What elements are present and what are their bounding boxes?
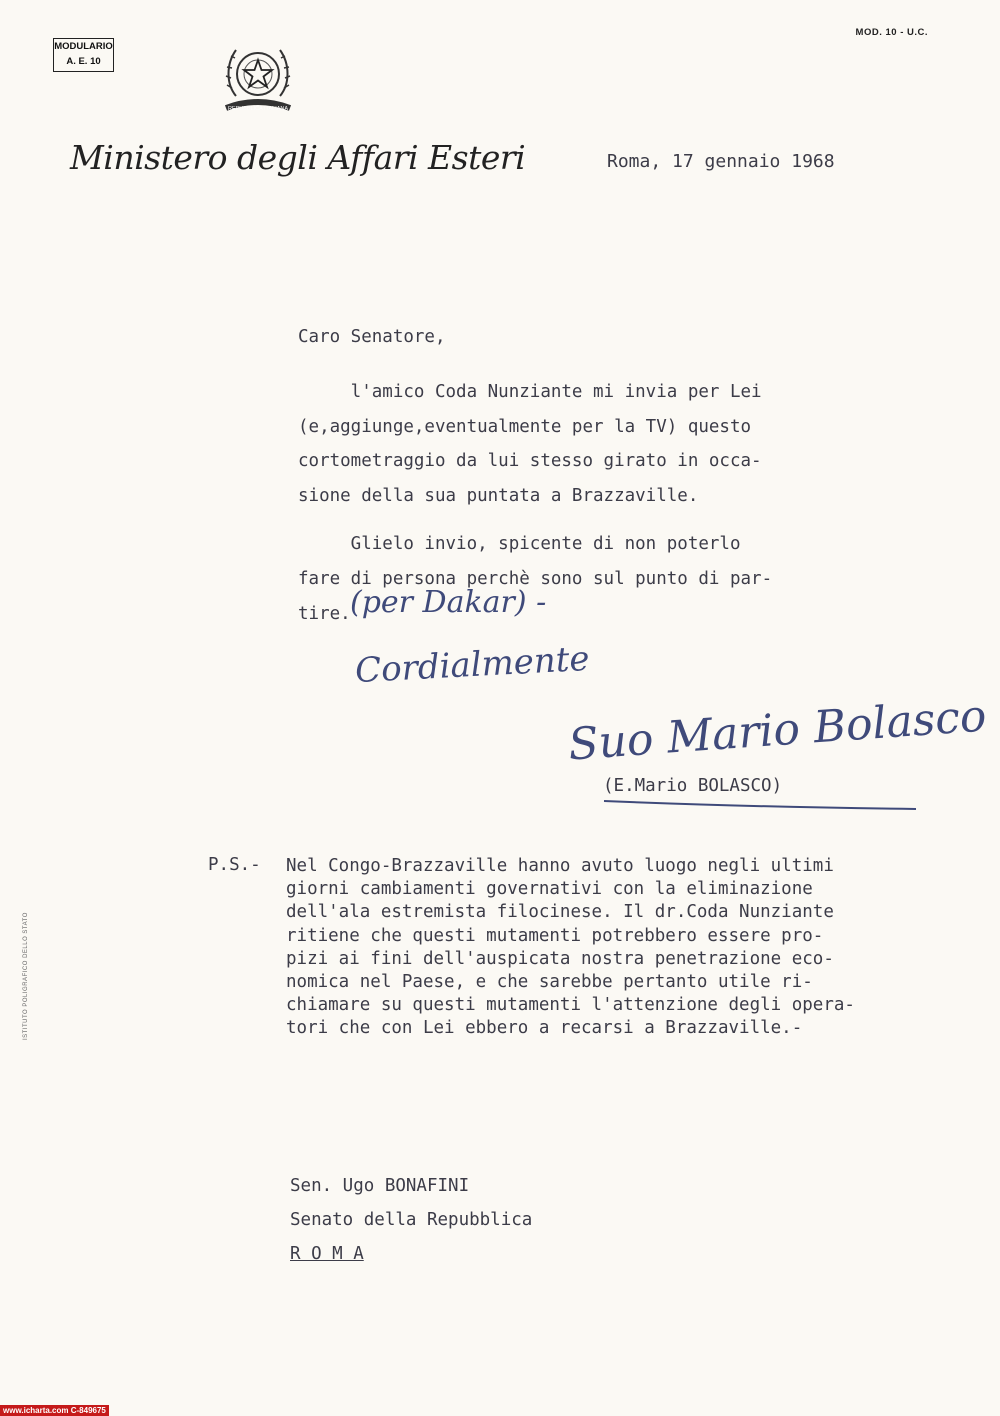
recipient-city: R O M A [290,1244,364,1264]
republic-emblem-icon [222,38,294,116]
ps-line: Nel Congo-Brazzaville hanno avuto luogo negli ultimi [286,856,834,876]
printer-imprint: ISTITUTO POLIGRAFICO DELLO STATO [23,912,29,1040]
paragraph-1-line: (e,aggiunge,eventualmente per la TV) questo [298,416,752,437]
ps-line: tori che con Lei ebbero a recarsi a Brazzaville.- [286,1018,803,1039]
source-watermark: www.icharta.com C-849675 [0,1405,109,1416]
paragraph-2-line: tire. [298,604,351,624]
ps-label: P.S.- [208,855,261,875]
paragraph-1-line: cortometraggio da lui stesso girato in occa- [298,451,762,471]
svg-text:REPUBBLICA ITALIANA: REPUBBLICA ITALIANA [227,106,289,112]
ps-line: pizi ai fini dell'auspicata nostra penetrazione eco- [286,948,834,969]
handwritten-signature: Suo Mario Bolasco [566,690,988,771]
salutation: Caro Senatore, [298,327,446,347]
signature-underline [600,795,920,815]
paragraph-1-line: l'amico Coda Nunziante mi invia per Lei [298,382,762,402]
ministry-letterhead: Ministero degli Affari Esteri [70,138,526,177]
ps-line: nomica nel Paese, e che sarebbe pertanto utile ri- [286,972,813,993]
model-code: MOD. 10 - U.C. [855,27,928,38]
ps-line: giorni cambiamenti governativi con la eliminazione [286,879,813,900]
recipient-institution: Senato della Repubblica [290,1210,533,1230]
form-code-box [53,38,114,72]
ps-line: dell'ala estremista filocinese. Il dr.Coda Nunziante [286,902,834,923]
form-box-line2: A. E. 10 [66,56,101,67]
paragraph-1 [298,375,762,513]
postscript-text [286,855,855,1041]
paragraph-1-line: sione della sua puntata a Brazzaville. [298,485,699,506]
handwritten-insert: (per Dakar) - [350,585,547,620]
ps-line: ritiene che questi mutamenti potrebbero essere pro- [286,925,824,946]
letter-date: Roma, 17 gennaio 1968 [607,151,835,172]
recipient-name: Sen. Ugo BONAFINI [290,1176,470,1196]
form-box-line1: MODULARIO [54,41,113,52]
ps-line: chiamare su questi mutamenti l'attenzione degli opera- [286,995,855,1016]
paragraph-2-line: Glielo invio, spicente di non poterlo [298,534,741,554]
typed-signature: (E.Mario BOLASCO) [603,776,783,796]
handwritten-closing: Cordialmente [354,638,591,692]
paragraph-2-line: fare di persona perchè sono sul punto di par- [298,569,773,589]
